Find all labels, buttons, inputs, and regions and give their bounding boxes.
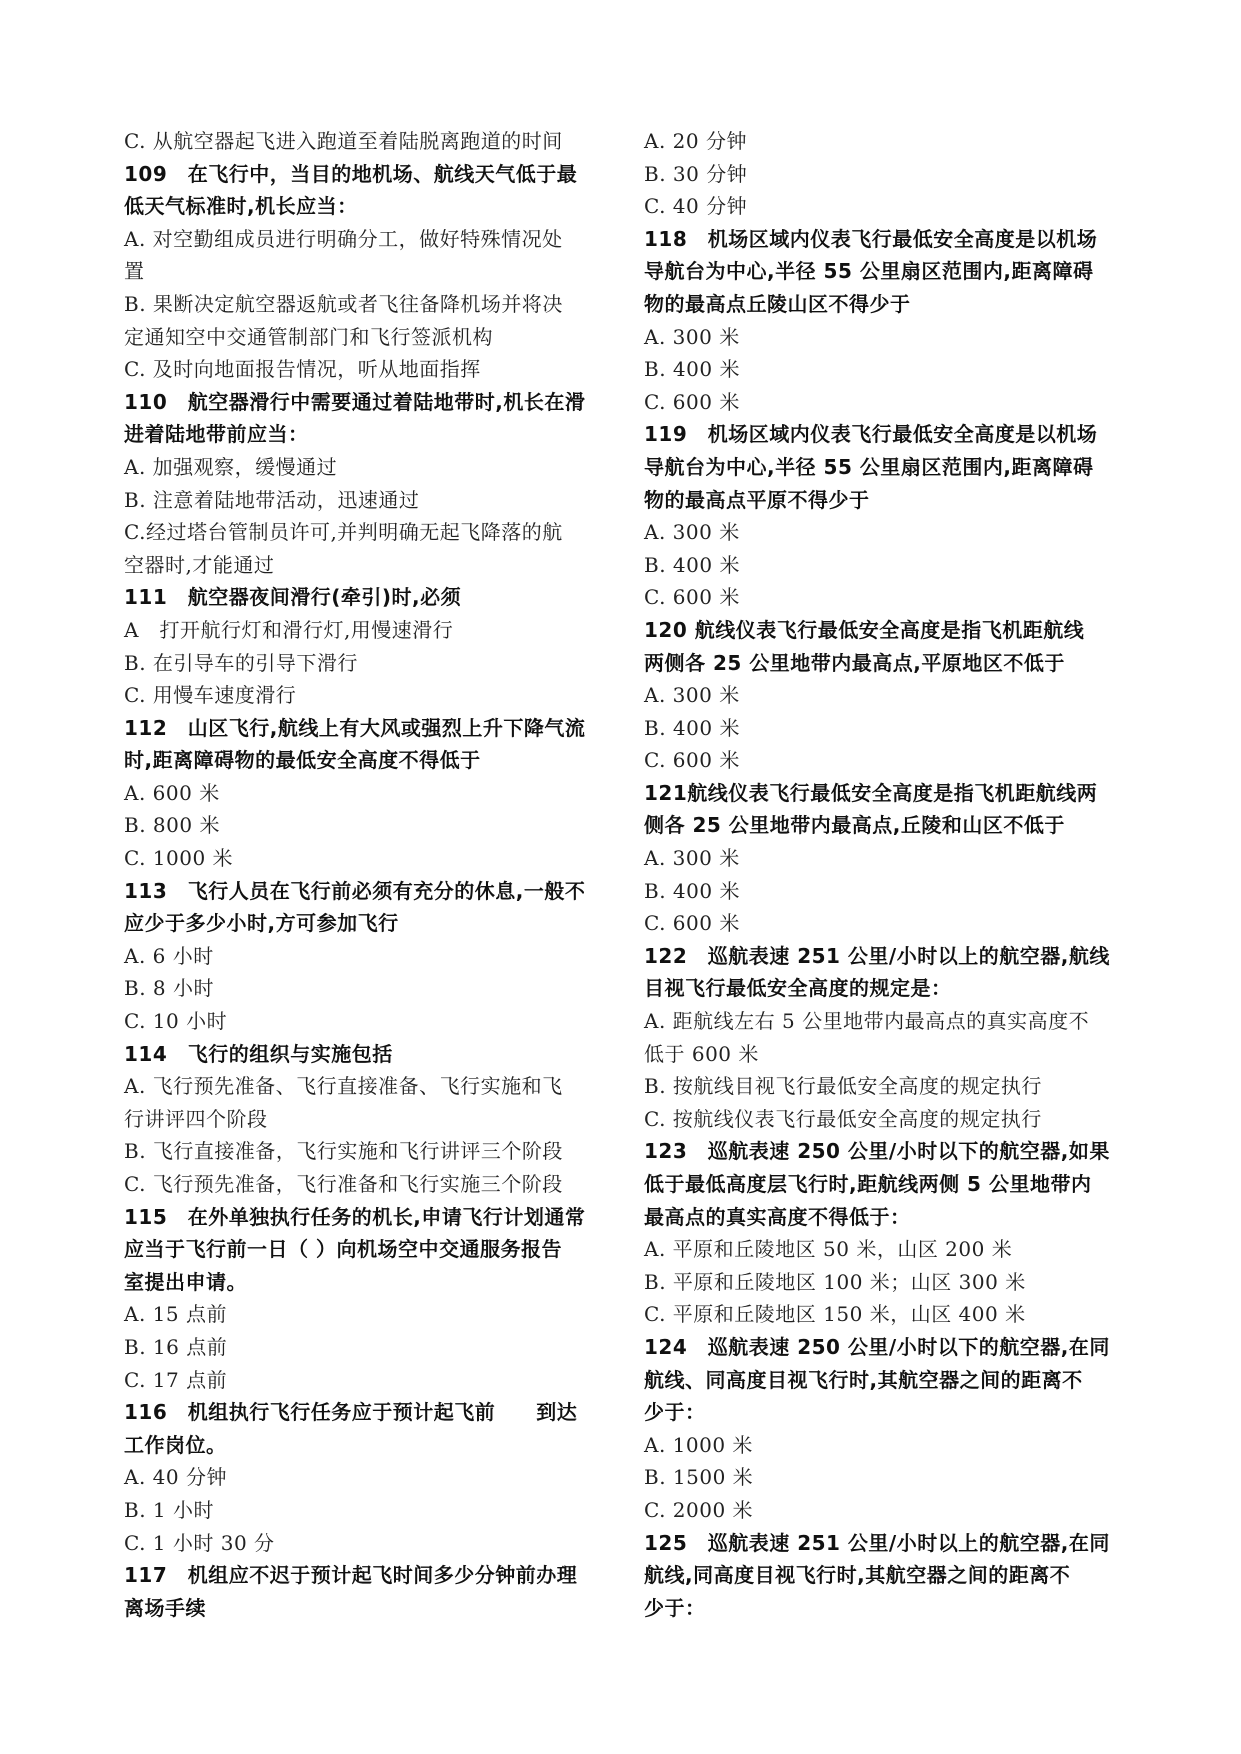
right-column bbox=[644, 125, 1134, 1624]
answer-option-line: B. 30 分钟 bbox=[644, 161, 748, 186]
answer-option-line: C. 用慢车速度滑行 bbox=[124, 683, 297, 708]
question-text-line: 117 机组应不迟于预计起飞时间多少分钟前办理 bbox=[124, 1563, 578, 1588]
answer-option-line: A. 1000 米 bbox=[644, 1432, 753, 1457]
question-text-line: 120 航线仪表飞行最低安全高度是指飞机距航线 bbox=[644, 617, 1085, 642]
answer-option-line: A. 距航线左右 5 公里地带内最高点的真实高度不 bbox=[644, 1009, 1090, 1034]
answer-option-line: B. 按航线目视飞行最低安全高度的规定执行 bbox=[644, 1074, 1042, 1099]
answer-option-line: C. 平原和丘陵地区 150 米，山区 400 米 bbox=[644, 1302, 1026, 1327]
question-text-line: 航线,同高度目视飞行时,其航空器之间的距离不 bbox=[644, 1563, 1071, 1588]
answer-option-line: C. 17 点前 bbox=[124, 1367, 228, 1392]
question-text-line: 进着陆地带前应当： bbox=[124, 422, 309, 447]
answer-option-line: B. 16 点前 bbox=[124, 1334, 228, 1359]
answer-option-line: A. 300 米 bbox=[644, 520, 740, 545]
answer-option-line: 行讲评四个阶段 bbox=[124, 1106, 268, 1131]
question-text-line: 物的最高点平原不得少于 bbox=[644, 487, 870, 512]
question-text-line: 两侧各 25 公里地带内最高点,平原地区不低于 bbox=[644, 650, 1065, 675]
question-text-line: 目视飞行最低安全高度的规定是： bbox=[644, 976, 952, 1001]
question-text-line: 110 航空器滑行中需要通过着陆地带时,机长在滑 bbox=[124, 389, 586, 414]
answer-option-line: C. 40 分钟 bbox=[644, 194, 748, 219]
question-text-line: 航线、同高度目视飞行时,其航空器之间的距离不 bbox=[644, 1367, 1083, 1392]
question-text-line: 少于： bbox=[644, 1400, 706, 1425]
answer-option-line: C. 飞行预先准备，飞行准备和飞行实施三个阶段 bbox=[124, 1172, 563, 1196]
answer-option-line: B. 1 小时 bbox=[124, 1497, 214, 1522]
question-text-line: 导航台为中心,半径 55 公里扇区范围内,距离障碍 bbox=[644, 454, 1094, 479]
answer-option-line: C. 1000 米 bbox=[124, 846, 234, 871]
question-text-line: 122 巡航表速 251 公里/小时以上的航空器,航线 bbox=[644, 943, 1110, 968]
answer-option-line: B. 在引导车的引导下滑行 bbox=[124, 650, 358, 675]
left-column bbox=[124, 125, 614, 1624]
question-text-line: 应当于飞行前一日（ ）向机场空中交通服务报告 bbox=[124, 1237, 562, 1262]
question-text-line: 125 巡航表速 251 公里/小时以上的航空器,在同 bbox=[644, 1530, 1110, 1555]
answer-option-line: A 打开航行灯和滑行灯,用慢速滑行 bbox=[124, 617, 454, 642]
answer-option-line: A. 平原和丘陵地区 50 米，山区 200 米 bbox=[644, 1237, 1013, 1262]
question-text-line: 离场手续 bbox=[124, 1595, 206, 1620]
answer-option-line: B. 8 小时 bbox=[124, 976, 214, 1001]
question-text-line: 113 飞行人员在飞行前必须有充分的休息,一般不 bbox=[124, 878, 586, 903]
answer-option-line: A. 飞行预先准备、飞行直接准备、飞行实施和飞 bbox=[124, 1074, 563, 1099]
question-text-line: 123 巡航表速 250 公里/小时以下的航空器,如果 bbox=[644, 1139, 1110, 1164]
answer-option-line: C. 600 米 bbox=[644, 389, 740, 414]
question-text-line: 应少于多少小时,方可参加飞行 bbox=[124, 911, 399, 936]
answer-option-line: 低于 600 米 bbox=[644, 1041, 759, 1066]
answer-option-line: B. 平原和丘陵地区 100 米；山区 300 米 bbox=[644, 1269, 1026, 1294]
question-text-line: 工作岗位。 bbox=[124, 1432, 227, 1457]
question-text-line: 115 在外单独执行任务的机长,申请飞行计划通常 bbox=[124, 1204, 586, 1229]
answer-option-line: C. 600 米 bbox=[644, 585, 740, 610]
answer-option-line: C. 1 小时 30 分 bbox=[124, 1530, 275, 1555]
answer-option-line: B. 注意着陆地带活动，迅速通过 bbox=[124, 487, 420, 512]
question-text-line: 119 机场区域内仪表飞行最低安全高度是以机场 bbox=[644, 422, 1098, 447]
answer-option-line: C. 按航线仪表飞行最低安全高度的规定执行 bbox=[644, 1106, 1042, 1131]
answer-option-line: B. 飞行直接准备，飞行实施和飞行讲评三个阶段 bbox=[124, 1139, 563, 1164]
answer-option-line: B. 400 米 bbox=[644, 552, 740, 577]
answer-option-line: 空器时,才能通过 bbox=[124, 552, 275, 577]
question-text-line: 124 巡航表速 250 公里/小时以下的航空器,在同 bbox=[644, 1334, 1110, 1359]
question-text-line: 111 航空器夜间滑行(牵引)时,必须 bbox=[124, 585, 462, 610]
question-text-line: 室提出申请。 bbox=[124, 1269, 247, 1294]
answer-option-line: 置 bbox=[124, 259, 145, 284]
answer-option-line: A. 对空勤组成员进行明确分工，做好特殊情况处 bbox=[124, 226, 563, 251]
answer-option-line: C. 600 米 bbox=[644, 911, 740, 936]
answer-option-line: A. 15 点前 bbox=[124, 1302, 227, 1327]
question-text-line: 109 在飞行中，当目的地机场、航线天气低于最 bbox=[124, 161, 578, 186]
question-text-line: 少于： bbox=[644, 1595, 706, 1620]
answer-option-line: A. 300 米 bbox=[644, 324, 740, 349]
question-text-line: 时,距离障碍物的最低安全高度不得低于 bbox=[124, 748, 481, 773]
answer-option-line: C. 10 小时 bbox=[124, 1009, 228, 1034]
question-text-line: 低天气标准时,机长应当： bbox=[124, 194, 358, 219]
answer-option-line: B. 800 米 bbox=[124, 813, 220, 838]
answer-option-line: B. 果断决定航空器返航或者飞往备降机场并将决 bbox=[124, 291, 563, 316]
answer-option-line: C. 2000 米 bbox=[644, 1497, 754, 1522]
answer-option-line: 定通知空中交通管制部门和飞行签派机构 bbox=[124, 324, 493, 349]
question-text-line: 112 山区飞行,航线上有大风或强烈上升下降气流 bbox=[124, 715, 586, 740]
answer-option-line: B. 1500 米 bbox=[644, 1465, 754, 1490]
answer-option-line: A. 40 分钟 bbox=[124, 1465, 227, 1490]
answer-option-line: C.经过塔台管制员许可,并判明确无起飞降落的航 bbox=[124, 520, 563, 545]
answer-option-line: A. 加强观察，缓慢通过 bbox=[124, 454, 338, 479]
question-text-line: 116 机组执行飞行任务应于预计起飞前 到达 bbox=[124, 1400, 578, 1425]
question-text-line: 最高点的真实高度不得低于： bbox=[644, 1204, 911, 1229]
answer-option-line: A. 600 米 bbox=[124, 780, 220, 805]
answer-option-line: B. 400 米 bbox=[644, 878, 740, 903]
answer-option-line: A. 300 米 bbox=[644, 846, 740, 871]
answer-option-line: C. 及时向地面报告情况，听从地面指挥 bbox=[124, 357, 481, 382]
answer-option-line: C. 从航空器起飞进入跑道至着陆脱离跑道的时间 bbox=[124, 129, 563, 153]
question-text-line: 侧各 25 公里地带内最高点,丘陵和山区不低于 bbox=[644, 813, 1065, 838]
answer-option-line: C. 600 米 bbox=[644, 748, 740, 773]
answer-option-line: A. 300 米 bbox=[644, 683, 740, 708]
question-text-line: 118 机场区域内仪表飞行最低安全高度是以机场 bbox=[644, 226, 1098, 251]
answer-option-line: B. 400 米 bbox=[644, 357, 740, 382]
question-text-line: 物的最高点丘陵山区不得少于 bbox=[644, 291, 911, 316]
answer-option-line: A. 6 小时 bbox=[124, 943, 214, 968]
question-text-line: 低于最低高度层飞行时,距航线两侧 5 公里地带内 bbox=[644, 1172, 1092, 1196]
answer-option-line: B. 400 米 bbox=[644, 715, 740, 740]
question-text-line: 导航台为中心,半径 55 公里扇区范围内,距离障碍 bbox=[644, 259, 1094, 284]
question-text-line: 114 飞行的组织与实施包括 bbox=[124, 1041, 393, 1066]
question-text-line: 121航线仪表飞行最低安全高度是指飞机距航线两 bbox=[644, 780, 1098, 805]
answer-option-line: A. 20 分钟 bbox=[644, 129, 747, 153]
